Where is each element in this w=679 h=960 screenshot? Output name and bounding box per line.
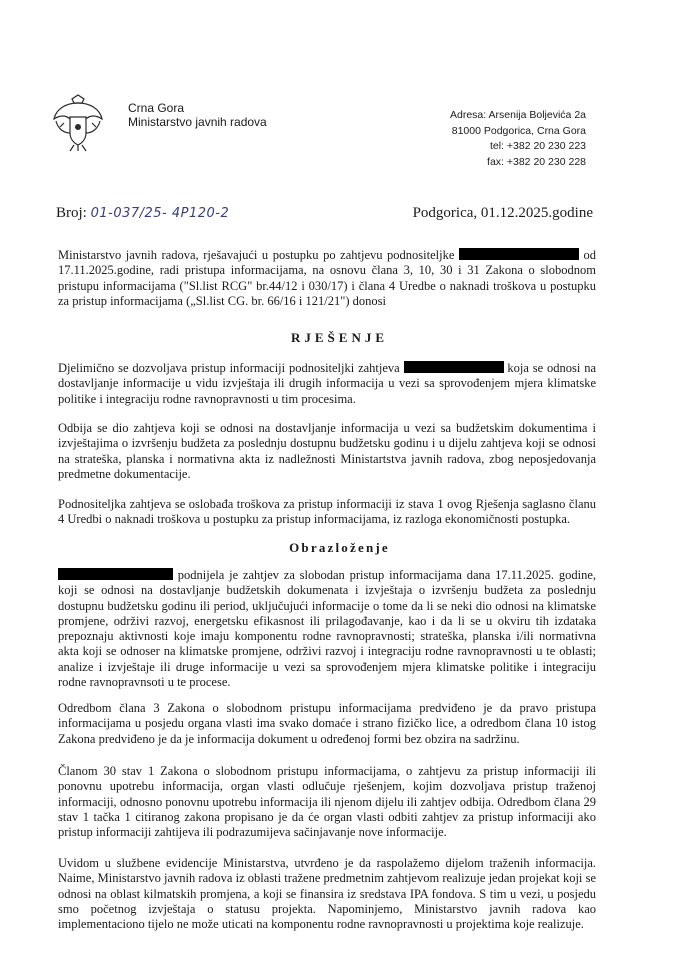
redacted-name: [58, 568, 173, 580]
ministry-name: Ministarstvo javnih radova: [128, 115, 267, 129]
reasoning-title: Obrazloženje: [289, 540, 390, 555]
decision-title: RJEŠENJE: [290, 330, 389, 345]
ministry-address: [450, 108, 586, 170]
decision-paragraph-2: Odbija se dio zahtjeva koji se odnosi na dostavljanje informacija u vezi sa budžetskim dokumentima i izvještajima o izvršenju budžeta za poslednju dostupnu budžetsku godinu i u dijelu zahtjeva koji se odnosi na strateška, planska i normativna akta iz nadležnosti Ministartstva javnih radova, zbog neposjedovanja predmetne dokumentacije.: [58, 421, 596, 481]
address-fax: fax: +382 20 230 228: [487, 155, 586, 168]
decision-paragraph-1: Djelimično se dozvoljava pristup informaciji podnositeljki zahtjeva koja se odnosi na dostavljanje informacije u vidu izvještaja ili drugih informacija u vezi sa sprovođenjem mjera klimatske politike i integraciju rodne ravnopravnosti u tim procesima.: [58, 361, 596, 406]
reference-label: Broj:: [56, 205, 87, 221]
handwritten-reference: 01-037/25- 4P120-2: [90, 206, 230, 221]
country-name: Crna Gora: [128, 101, 185, 115]
redacted-name: [459, 248, 579, 260]
reasoning-paragraph-2: Odredbom člana 3 Zakona o slobodnom pristupu informacijama predviđeno je da pravo pristupa informacijama u posjedu organa vlasti ima svako domaće i strano fizičko lice, a odredbom člana 10 istog Zakona predviđeno je da je informacija dokument u određenoj formi bez obzira na sadržinu.: [58, 701, 596, 746]
decision-paragraph-3: Podnositeljka zahtjeva se oslobađa troškova za pristup informaciji iz stava 1 ovog Rješenja saglasno članu 4 Uredbi o naknadi troškova u postupku za pristup informacijama, iz razloga ekonomičnosti postupka.: [58, 497, 596, 527]
address-tel: tel: +382 20 230 223: [489, 140, 586, 152]
reference-number: [56, 205, 229, 222]
reasoning-paragraph-4: Uvidom u službene evidencije Ministarstva, utvrđeno je da raspolažemo dijelom traženih informacija. Naime, Ministarstvo javnih radova iz oblasti tražene predmetnim zahtjevom realizuje jedan projekat koji se odnosi na oblast kilmatskih promjena, a koji se finansira iz sredstava IPA fondova. S tim u vezi, u posjedu smo početnog izvještaja o statusu projekta. Napominjemo, Ministarstvo javnih radova kao implementaciono tijelo ne može uticati na komponentu rodne ravnopravnosti u projektima koje realizuje.: [58, 856, 596, 932]
address-city: 81000 Podgorica, Crna Gora: [451, 124, 586, 137]
place-and-date: Podgorica, 01.12.2025.godine: [412, 205, 593, 221]
coat-of-arms-icon: [50, 93, 106, 153]
ministry-header: [128, 101, 267, 129]
intro-paragraph: Ministarstvo javnih radova, rješavajući u postupku po zahtjevu podnositeljke od 17.11.2025.godine, radi pristupa informacijama, na osnovu člana 3, 10, 30 i 31 Zakona o slobodnom pristupu informacijama ("Sl.list RCG" br.44/12 i 030/17) i člana 4 Uredbe o naknadi troškova u postupku za pristup informacijama („Sl.list CG. br. 66/16 i 121/21") donosi: [58, 248, 597, 308]
redacted-name: [404, 361, 504, 373]
reasoning-paragraph-1: podnijela je zahtjev za slobodan pristup informacijama dana 17.11.2025. godine, koji se odnosi na dostavljanje budžetskih dokumenata i izvještaja o izvršenju budžeta za poslednju dostupnu budžetsku godinu ili period, uključujući informacije o tome da li se neki dio odnosi na klimatske promjene, održivi razvoj, energetsku efikasnost ili prilagođavanje, kao i da li se u okviru tih izdataka prepoznaju aktivnosti koje imaju komponentu rodne ravnopravnosti; strateška, planska i/ili normativna akta koji se odnoser na klimatske promjene, održivi razvoj i integraciju rodne ravnopravnosti u te oblasti; analize i izvještaje ili druge informacije u vezi sa sprovođenjem mjera klimatske politike i integraciju rodne ravnopravnsoti u te procese.: [58, 568, 596, 690]
reasoning-paragraph-3: Članom 30 stav 1 Zakona o slobodnom pristupu informacijama, o zahtjevu za pristup informaciji ili ponovnu upotrebu informacija, organ vlasti odlučuje rješenjem, kojim dozvoljava pristup traženoj informaciji, odnosno ponovnu upotrebu informacija ili njenom dijelu ili zahtjev odbija. Odredbom člana 29 stav 1 tačka 1 citiranog zakona propisano je da će organ vlasti odbiti zahtjev za pristup informaciji ako pristup informaciji zahtijeva ili podrazumijeva sačinjavanje nove informacije.: [58, 764, 596, 840]
address-street: Adresa: Arsenija Boljevića 2a: [450, 109, 586, 121]
